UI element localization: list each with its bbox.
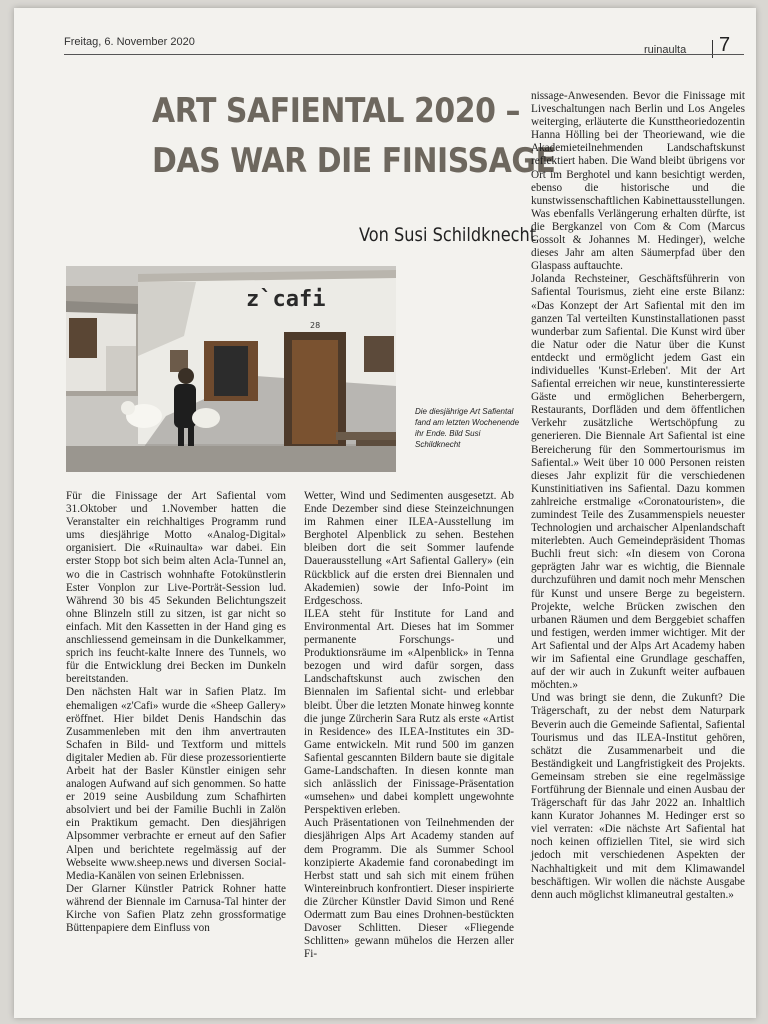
newspaper-name: ruinaulta: [644, 44, 687, 56]
paragraph: Der Glarner Künstler Patrick Rohner hatte während der Biennale im Carnusa-Tal hinter der Kirche von Safien Platz zehn grossformatige Büttenpapiere dem Einfluss von: [66, 882, 286, 935]
article-column-2: [304, 490, 514, 961]
paragraph: Auch Präsentationen von Teilnehmenden der diesjährigen Alps Art Academy standen auf dem Programm. Die als Summer School konzipierte Akademie fand coronabedingt im Herbst statt und sah sich mit einem frühen Wintereinbruch konfrontiert. Dieser inspirierte die Zürcher Künstler David Simon und René Odermatt zum Bau eines Drohnen-bestückten Davoser Schlitten. Dieser «Fliegende Schlitten» gewann mühelos die Herzen aller Fi-: [304, 817, 514, 961]
photo-caption: Die diesjährige Art Safiental fand am letzten Wochenende ihr Ende. Bild Susi Schildknecht: [415, 407, 520, 449]
paragraph: Für die Finissage der Art Safiental vom 31.Oktober und 1.November hatten die Veranstalter ein reichhaltiges Programm rund ums diesjährige Motto «Analog-Digital» organisiert. Die «Ruinaulta» war dabei. Ein erster Stopp bot sich beim alten Acla-Tunnel an, wo die in Castrisch wohnhafte Fotokünstlerin Ester Vonplon zur Live-Porträt-Session lud. Während 30 bis 45 Sekunden Belichtungszeit ohne Blinzeln still zu sitzen, ist gar nicht so einfach. Mit den Kassetten in der Hand ging es anschliessend gemeinsam in die Dunkelkammer, sprich ins feucht-kalte Innere des Tunnels, wo für die Entwicklung drei Becken im Dunkeln bereitstanden.: [66, 490, 286, 686]
headline-line-2: DAS WAR DIE FINISSAGE: [152, 141, 556, 181]
article-photo: [66, 266, 396, 472]
article-column-3: [531, 90, 745, 902]
door-number: 28: [310, 321, 321, 330]
paragraph: nissage-Anwesenden. Bevor die Finissage mit Liveschaltungen nach Berlin und Los Angeles weiterging, erläuterte die Kunsttheoriedozentin Hanna Hölling bei der Theoriewand, wie die Akademieteilnehmenden Landschaftskunst reflektiert haben. Die Wand bleibt übrigens vor Ort im Berghotel und kann besichtigt werden, ebenso die historische und die kunstwissenschaftlichen Kabinettausstellungen. Was ebenfalls Verlängerung erhalten dürfte, ist die Bergkanzel von Com & Com (Marcus Gossolt & Johannes M. Hedinger), welche dieses Jahr am alten Säumerpfad über den Glaspass auftauchte.: [531, 90, 745, 273]
paragraph: Jolanda Rechsteiner, Geschäftsführerin von Safiental Tourismus, zieht eine erste Bilanz: «Das Konzept der Art Safiental mit den im ganzen Tal verteilten Kunstinstallationen passt wunderbar zum Safiental. Die Kunst wird über die Natur oder die Natur über die Kunst entdeckt und ermöglicht jedem Gast ein individuelles 'Kunst-Erleben'. Mit der Art Safiental erreichen wir neue, kunstinteressierte Gäste und ermöglichen Beherbergern, Restaurants, Dorfläden und dem öffentlichen Verkehr zusätzliche Wertschöpfung zu generieren. Die Biennale Art Safiental ist eine Bereicherung für den Sommertourismus im Safiental.» Weit über 10 000 Personen reisten dieses Jahr explizit für die verschiedenen Kunstinitiativen ins Safiental. Dazu kommen zahlreiche erstmalige «Coronatouristen», die zumindest Teile des Zusammenspiels neuester Technologien und archaischer Alpenlandschaft miterlebten. Auch Gemeindepräsident Thomas Buchli freut sich: «In diesem von Corona geprägten Jahr war es wichtig, die Biennale durchzuführen und damit noch mehr Menschen für Kunst und unsere Berge zu begeistern. Projekte, welche Brücken zwischen den urbanen Räumen und dem Berggebiet schaffen und festigen, werden immer wichtiger. Mit der Art Safiental und der Alps Art Academy haben wir im Safiental eine Grundlage geschaffen, auf der wir auch in Zukunft weiter aufbauen möchten.»: [531, 273, 745, 692]
header-divider: [712, 40, 713, 58]
article-headline: [152, 86, 556, 186]
cafe-building-illustration: [66, 266, 396, 472]
paragraph: Den nächsten Halt war in Safien Platz. Im ehemaligen «z'Cafi» wurde die «Sheep Gallery» eröffnet. Hier bildet Denis Handschin das Zusammenleben mit den ihm anvertrauten Schafen in Bild- und Textform und mittels digitaler Medien ab. Für diese prozessorientierte Arbeit hat der Basler Künstler einigen sehr analogen Aufwand auf sich genommen. So hatte er 2019 seine Ausbildung zum Schafhirten absolviert und bei der Familie Buchli in Zalön ein Praktikum gemacht. Den diesjährigen Alpsommer verbrachte er erneut auf den Safier Alpen und berichtete regelmässig auf der Webseite www.sheep.news und diversen Social-Media-Kanälen von seinen Erlebnissen.: [66, 686, 286, 882]
paragraph: Und was bringt sie denn, die Zukunft? Die Trägerschaft, zu der nebst dem Naturpark Beverin auch die Gemeinde Safiental, Safiental Tourismus und das ILEA-Institut gehören, schätzt die Zusammenarbeit und die Beständigkeit und Langfristigkeit des Projekts. Gemeinsam streben sie eine regelmässige Fortführung der Biennale und einen Ausbau der Trägerschaft für das Jahr 2022 an. Inhaltlich kann Kurator Johannes M. Hedinger erst so viel verraten: «Die nächste Art Safiental hat noch keinen offiziellen Titel, sie wird sich jedoch mit verschiedenen Aspekten der Nachhaltigkeit und mit dem Klimawandel beschäftigen. Wir wollen die nächste Ausgabe denn auch möglichst klimaneutral gestalten.»: [531, 692, 745, 901]
header-rule: [64, 54, 744, 55]
paragraph: Wetter, Wind und Sedimenten ausgesetzt. Ab Ende Dezember sind diese Steinzeichnungen im Rahmen einer ILEA-Ausstellung im Berghotel Alpenblick zu sehen. Bestehen bleiben dort die seit Sommer laufende Dauerausstellung «Art Safiental Gallery» (ein Rückblick auf die ersten drei Biennalen und Akademien) sowie der Info-Point im Erdgeschoss.: [304, 490, 514, 607]
article-byline: Von Susi Schildknecht: [359, 224, 537, 246]
page-number: 7: [719, 34, 731, 56]
cafe-sign: z`cafi: [246, 287, 326, 312]
article-column-1: [66, 490, 286, 935]
newspaper-page: [14, 8, 756, 1018]
headline-line-1: ART SAFIENTAL 2020 –: [152, 91, 521, 131]
paragraph: ILEA steht für Institute for Land and Environmental Art. Dieses hat im Sommer permanente Forschungs- und Produktionsräume im «Alpenblick» in Tenna bezogen und wird dafür sorgen, dass Landschaftskunst auch zwischen den Biennalen im Safiental sicht- und erlebbar bleibt. Über die letzten Monate hinweg konnte die junge Zürcherin Sara Rutz als erste «Artist in Residence» des ILEA-Institutes ein 3D-Game entwickeln. Mit rund 500 im ganzen Safiental gescannten Bildern baute sie digitale Game-Landschaften. In diesen konnte man sich anlässlich der Finissage-Präsentation «umsehen» und dabei komplett ungewohnte Perspektiven erleben.: [304, 607, 514, 817]
issue-date: Freitag, 6. November 2020: [64, 36, 195, 48]
